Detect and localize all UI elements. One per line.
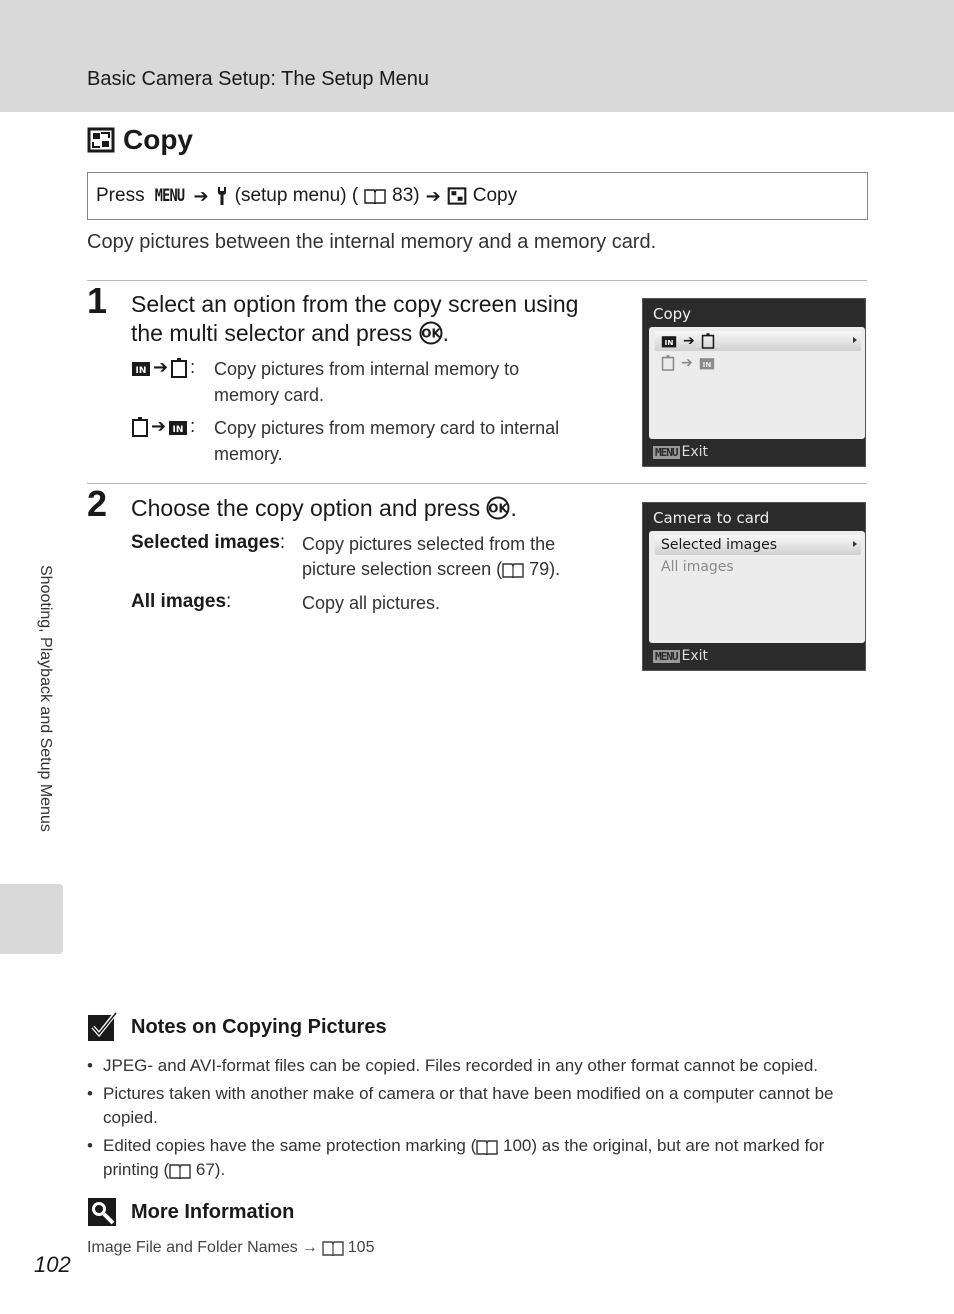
nav-page-ref: 83) <box>392 185 420 206</box>
book-icon <box>169 1163 191 1179</box>
note-bullet-line: • Pictures taken with another make of camera or that have been modified on a computer cannot be <box>103 1084 834 1103</box>
camera-screen-copy <box>642 298 866 467</box>
option-description <box>302 532 602 582</box>
menu-badge: MENU <box>655 445 678 459</box>
nav-press: Press <box>96 185 145 206</box>
colon: : <box>279 532 286 553</box>
svg-text:IN: IN <box>135 365 147 376</box>
memory-card-icon <box>701 333 715 349</box>
option-desc-text: picture selection screen ( <box>302 559 503 579</box>
arrow-icon: ➔ <box>193 185 209 206</box>
copy-icon <box>87 127 115 153</box>
step-1-line-1: Select an option from the copy screen using <box>131 291 579 317</box>
page-ref: 79). <box>529 559 561 579</box>
page-number: 102 <box>34 1252 71 1277</box>
screen-menu-item-internal-to-card[interactable] <box>655 331 861 351</box>
step-2-text <box>131 494 517 523</box>
intro-text: Copy pictures between the internal memory and a memory card. <box>87 231 657 253</box>
card-to-internal-icons <box>131 416 195 437</box>
step-number: 1 <box>87 280 108 321</box>
step-1-text <box>131 290 578 348</box>
internal-memory-icon <box>661 333 677 349</box>
arrow-icon: ➔ <box>153 357 169 377</box>
arrow-icon: ➔ <box>151 416 167 436</box>
internal-memory-icon <box>168 417 188 437</box>
memory-card-icon <box>131 417 149 437</box>
notes-heading-text: Notes on Copying Pictures <box>131 1015 387 1038</box>
option-desc-line: Copy pictures from memory card to internal <box>214 418 560 438</box>
option-term-selected-images <box>131 532 285 554</box>
arrow-icon: ➔ <box>425 185 441 206</box>
wrench-icon <box>215 186 229 206</box>
screen-exit-label: Exit <box>681 444 709 460</box>
navigation-path <box>87 172 868 220</box>
colon: : <box>226 591 232 612</box>
screen-footer <box>653 648 708 664</box>
note-bullet-line: copied. <box>103 1108 158 1127</box>
note-bullet-line <box>103 1158 867 1182</box>
ok-button-icon <box>486 496 510 520</box>
screen-menu-item-card-to-internal[interactable] <box>655 353 861 373</box>
screen-menu-item-all-images[interactable] <box>655 557 861 577</box>
screen-menu-panel <box>649 327 865 439</box>
more-info-link[interactable] <box>87 1239 374 1257</box>
section-header: Basic Camera Setup: The Setup Menu <box>87 68 430 90</box>
screen-menu-item-label: All images <box>661 559 734 575</box>
screen-footer <box>653 444 708 460</box>
submenu-arrow-icon <box>853 337 857 343</box>
option-term-all-images <box>131 591 231 613</box>
header-band <box>0 0 954 112</box>
book-icon <box>364 188 386 204</box>
side-section-label: Shooting, Playback and Setup Menus <box>37 565 54 832</box>
right-arrow-icon: → <box>301 1239 318 1256</box>
screen-exit-label: Exit <box>681 648 709 664</box>
step-1-period: . <box>442 320 450 346</box>
option-term-text: All images <box>131 591 227 612</box>
internal-to-card-icons <box>131 357 195 378</box>
ok-button-icon <box>419 321 443 345</box>
copy-icon <box>447 187 467 205</box>
menu-button-glyph: MENU <box>154 186 184 206</box>
more-info-heading-text: More Information <box>131 1200 295 1223</box>
note-text: 100) as the original, but are not marked for <box>503 1136 825 1155</box>
book-icon <box>476 1139 498 1155</box>
svg-text:IN: IN <box>664 338 674 347</box>
more-info-heading <box>87 1197 294 1227</box>
memory-card-icon <box>661 355 675 371</box>
submenu-arrow-icon <box>853 541 857 547</box>
note-bullet <box>87 1082 867 1130</box>
option-desc-line: Copy pictures selected from the <box>302 534 556 554</box>
magnifier-info-icon <box>87 1197 117 1227</box>
option-desc-line <box>302 557 602 582</box>
option-description: Copy all pictures. <box>302 593 441 613</box>
page-title-text: Copy <box>123 124 193 155</box>
note-bullet <box>87 1134 867 1182</box>
arrow-icon: ➔ <box>683 333 695 349</box>
internal-memory-icon <box>131 358 151 378</box>
notes-heading <box>87 1012 387 1042</box>
option-desc-line: Copy pictures from internal memory to <box>214 359 520 379</box>
divider <box>87 483 867 484</box>
screen-title: Copy <box>653 305 692 323</box>
note-bullet-line <box>103 1134 867 1158</box>
screen-title: Camera to card <box>653 509 770 527</box>
svg-text:IN: IN <box>172 424 184 435</box>
colon: : <box>190 416 196 436</box>
more-info-text: Image File and Folder Names <box>87 1239 298 1256</box>
book-icon <box>502 562 524 578</box>
step-1-line-2 <box>131 319 578 348</box>
page-title <box>87 124 193 156</box>
screen-menu-panel <box>649 531 865 643</box>
step-number: 2 <box>87 483 108 524</box>
arrow-icon: ➔ <box>681 355 693 371</box>
checkmark-note-icon <box>87 1012 117 1042</box>
option-desc-line: memory. <box>214 444 283 464</box>
option-term-text: Selected images <box>131 532 280 553</box>
note-bullet: • JPEG- and AVI-format files can be copied. Files recorded in any other format cannot be copied. <box>87 1054 867 1078</box>
screen-menu-item-selected-images[interactable] <box>655 535 861 555</box>
note-text: printing ( <box>103 1160 170 1179</box>
nav-setup-menu: (setup menu) ( <box>234 185 359 206</box>
option-desc-line: memory card. <box>214 385 325 405</box>
menu-badge: MENU <box>655 649 678 663</box>
step-2-text-main: Choose the copy option and press <box>131 495 481 521</box>
colon: : <box>190 357 196 377</box>
side-tab <box>0 884 63 954</box>
screen-menu-item-label: Selected images <box>661 537 778 553</box>
svg-text:IN: IN <box>702 360 712 369</box>
divider <box>87 280 867 281</box>
option-description <box>214 415 604 467</box>
step-1-line-2-text: the multi selector and press <box>131 320 413 346</box>
internal-memory-icon <box>699 355 715 371</box>
svg-text:OK: OK <box>488 501 509 516</box>
option-description <box>214 356 604 408</box>
note-text: 67). <box>195 1160 226 1179</box>
nav-copy: Copy <box>472 185 518 206</box>
camera-screen-camera-to-card <box>642 502 866 671</box>
more-info-page-ref: 105 <box>347 1239 375 1256</box>
svg-text:OK: OK <box>420 326 441 341</box>
step-2-period: . <box>510 495 517 521</box>
note-text: Edited copies have the same protection marking ( <box>103 1136 477 1155</box>
book-icon <box>322 1240 344 1256</box>
memory-card-icon <box>170 358 188 378</box>
